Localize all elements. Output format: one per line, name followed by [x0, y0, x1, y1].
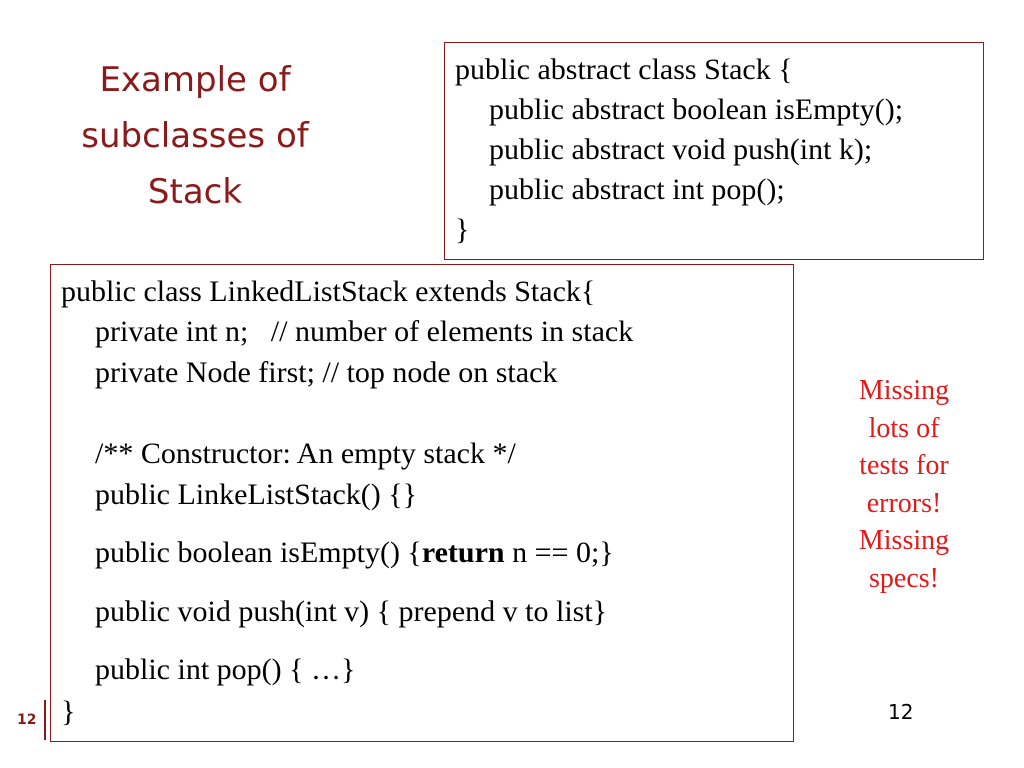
page-number-left: 12 — [17, 712, 37, 728]
code-line: public abstract int pop(); — [489, 173, 785, 206]
slide-title-line-2: subclasses of — [81, 116, 309, 156]
note-line: errors! — [866, 487, 942, 519]
code-line-isempty — [61, 536, 614, 570]
code-line: /** Constructor: An empty stack */ — [95, 437, 516, 470]
footer-divider — [44, 700, 46, 740]
code-line: public class LinkedListStack extends Stack{ — [61, 275, 596, 308]
note-line: Missing — [858, 525, 950, 556]
linked-list-stack-code-box — [50, 264, 794, 742]
code-line: public abstract boolean isEmpty(); — [489, 93, 904, 126]
note-line: tests for — [859, 450, 949, 481]
code-line: public abstract class Stack { — [455, 53, 793, 86]
code-text: public boolean isEmpty() { — [95, 536, 422, 569]
code-line: public int pop() { …} — [95, 653, 356, 686]
abstract-stack-code-box — [444, 42, 984, 260]
code-line: public abstract void push(int k); — [489, 133, 873, 166]
code-line: public LinkeListStack() {} — [95, 478, 418, 511]
code-line: public void push(int v) { prepend v to list} — [95, 595, 608, 628]
note-line: specs! — [869, 562, 939, 594]
return-keyword: return — [421, 536, 505, 569]
slide-title-line-1: Example of — [99, 60, 291, 100]
slide-title — [60, 52, 330, 220]
note-line: lots of — [868, 412, 940, 444]
note-line: Missing — [858, 375, 950, 406]
code-line: } — [61, 695, 76, 728]
slide-title-line-3: Stack — [147, 172, 243, 212]
code-line: private Node first; // top node on stack — [95, 356, 558, 389]
code-text: n == 0;} — [504, 536, 614, 569]
page-number-right: 12 — [888, 700, 914, 724]
missing-tests-note — [840, 372, 968, 597]
code-line: private int n; // number of elements in stack — [95, 315, 634, 348]
code-line: } — [455, 213, 470, 246]
